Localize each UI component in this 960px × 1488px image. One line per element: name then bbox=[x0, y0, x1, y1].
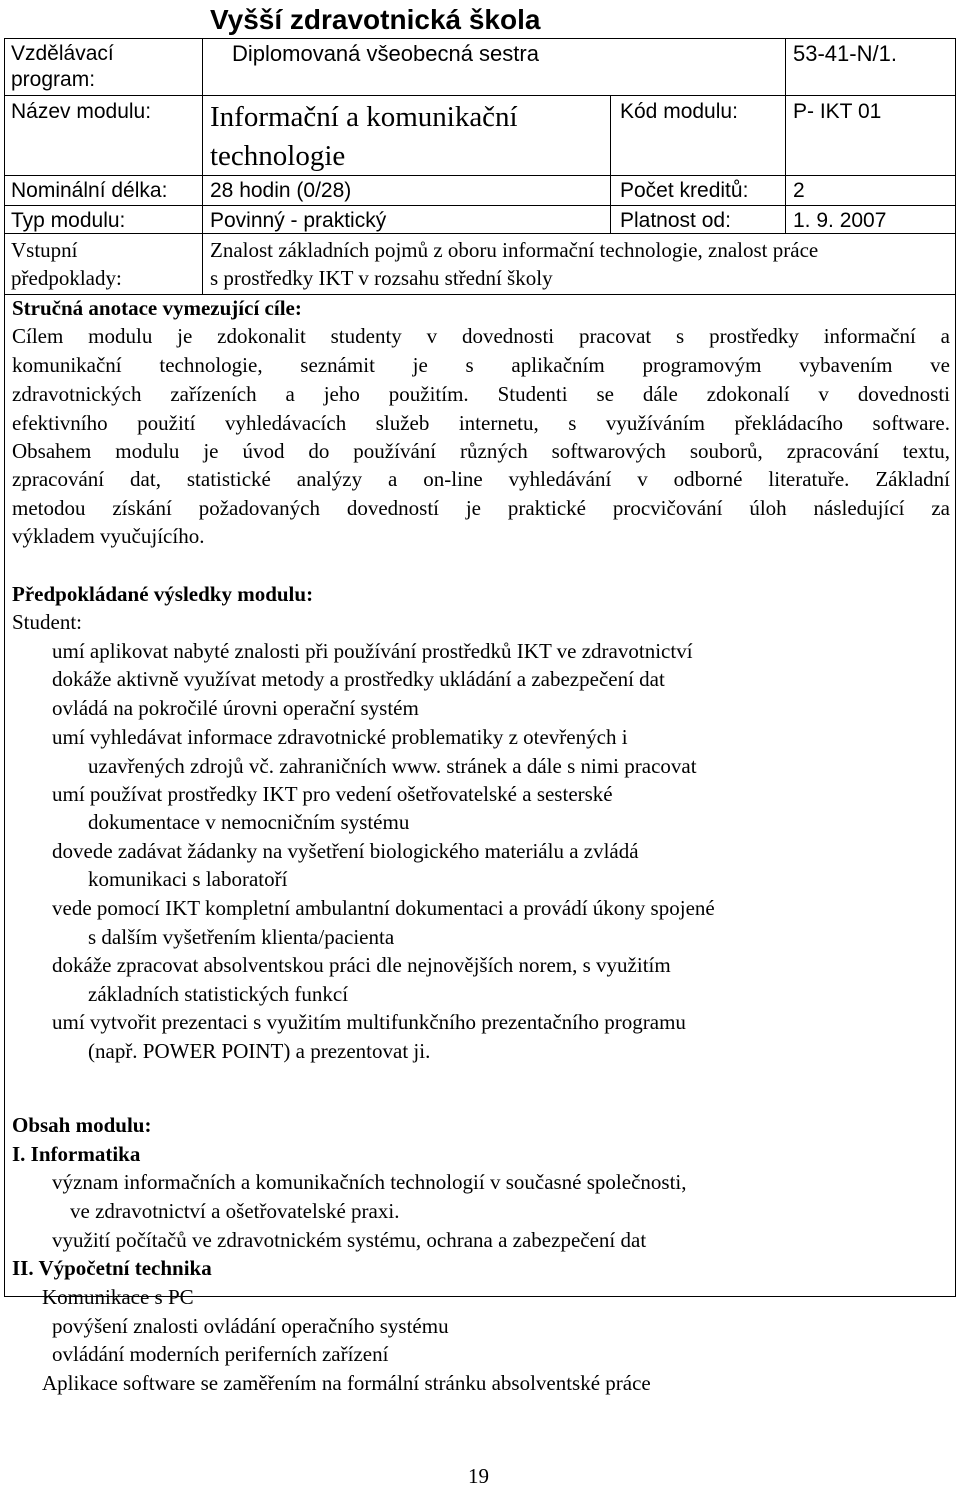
outcome-item: umí vyhledávat informace zdravotnické problematiky z otevřených i bbox=[52, 725, 628, 749]
annotation-line: zpracování dat, statistické analýzy a on-line vyhledávání v odborné literatuře. Základní bbox=[12, 467, 950, 491]
table-border-right bbox=[955, 38, 956, 1296]
table-border-top bbox=[4, 38, 956, 39]
row-divider bbox=[4, 294, 956, 295]
col-divider bbox=[785, 38, 786, 95]
content-item-cont: ve zdravotnictví a ošetřovatelské praxi. bbox=[70, 1199, 400, 1223]
outcome-item: ovládá na pokročilé úrovni operační systém bbox=[52, 696, 419, 720]
col-divider bbox=[610, 95, 611, 234]
program-label-cont: program: bbox=[11, 68, 96, 91]
page-number: 19 bbox=[468, 1464, 489, 1488]
content-item: využití počítačů ve zdravotnickém systému, ochrana a zabezpečení dat bbox=[52, 1228, 647, 1252]
annotation-line: Cílem modulu je zdokonalit studenty v dovednosti pracovat s prostředky informační a bbox=[12, 324, 950, 348]
outcome-item: dovede zadávat žádanky na vyšetření biologického materiálu a zvládá bbox=[52, 839, 639, 863]
outcome-item-cont: (např. POWER POINT) a prezentovat ji. bbox=[88, 1039, 431, 1063]
table-border-left bbox=[4, 38, 5, 1296]
valid-label: Platnost od: bbox=[620, 209, 731, 232]
content-subheading: Aplikace software se zaměřením na formální stránku absolventské práce bbox=[42, 1371, 651, 1395]
section-vypocetni-technika: II. Výpočetní technika bbox=[12, 1256, 212, 1280]
prereq-label: Vstupní bbox=[11, 238, 78, 262]
annotation-line: výkladem vyučujícího. bbox=[12, 524, 205, 548]
outcome-item: umí používat prostředky IKT pro vedení ošetřovatelské a sesterské bbox=[52, 782, 613, 806]
outcome-item-cont: s dalším vyšetřením klienta/pacienta bbox=[88, 925, 395, 949]
type-value: Povinný - praktický bbox=[210, 209, 387, 232]
outcome-item: umí aplikovat nabyté znalosti při používání prostředků IKT ve zdravotnictví bbox=[52, 639, 693, 663]
annotation-line: efektivního použití vyhledávacích služeb internetu, s využíváním překládacího software. bbox=[12, 411, 950, 435]
outcome-item-cont: základních statistických funkcí bbox=[88, 982, 349, 1006]
module-name: Informační a komunikační bbox=[210, 101, 518, 133]
nominal-value: 28 hodin (0/28) bbox=[210, 179, 352, 202]
section-informatika: I. Informatika bbox=[12, 1142, 141, 1166]
row-divider bbox=[4, 95, 956, 96]
module-code: P- IKT 01 bbox=[793, 100, 882, 123]
annotation-line: metodou získání požadovaných dovedností je praktické procvičování úloh následující za bbox=[12, 496, 950, 520]
module-name-cont: technologie bbox=[210, 140, 346, 172]
outcome-item-cont: komunikaci s laboratoří bbox=[88, 867, 288, 891]
program-code: 53-41-N/1. bbox=[793, 41, 897, 66]
module-code-label: Kód modulu: bbox=[620, 100, 738, 123]
row-divider bbox=[4, 175, 956, 176]
col-divider bbox=[202, 38, 203, 294]
type-label: Typ modulu: bbox=[11, 209, 126, 232]
prereq-label-cont: předpoklady: bbox=[11, 266, 122, 290]
annotation-heading: Stručná anotace vymezující cíle: bbox=[12, 296, 302, 320]
row-divider bbox=[4, 205, 956, 206]
prereq-text: Znalost základních pojmů z oboru informační technologie, znalost práce bbox=[210, 238, 819, 262]
content-item: význam informačních a komunikačních technologií v současné společnosti, bbox=[52, 1170, 687, 1194]
content-subheading: Komunikace s PC bbox=[42, 1285, 194, 1309]
outcome-item-cont: uzavřených zdrojů vč. zahraničních www. stránek a dále s nimi pracovat bbox=[88, 754, 697, 778]
content-item: ovládání moderních periferních zařízení bbox=[52, 1342, 389, 1366]
school-title: Vyšší zdravotnická škola bbox=[210, 4, 541, 35]
row-divider bbox=[4, 233, 956, 234]
credits-value: 2 bbox=[793, 179, 805, 202]
content-heading: Obsah modulu: bbox=[12, 1113, 152, 1137]
module-name-label: Název modulu: bbox=[11, 100, 152, 123]
outcome-item: umí vytvořit prezentaci s využitím multifunkčního prezentačního programu bbox=[52, 1010, 686, 1034]
outcome-item: vede pomocí IKT kompletní ambulantní dokumentaci a provádí úkony spojené bbox=[52, 896, 715, 920]
credits-label: Počet kreditů: bbox=[620, 179, 749, 202]
nominal-label: Nominální délka: bbox=[11, 179, 168, 202]
col-divider bbox=[785, 95, 786, 234]
prereq-text-cont: s prostředky IKT v rozsahu střední školy bbox=[210, 266, 553, 290]
outcomes-heading: Předpokládané výsledky modulu: bbox=[12, 582, 314, 606]
annotation-line: Obsahem modulu je úvod do používání různých softwarových souborů, zpracování textu, bbox=[12, 439, 950, 463]
outcome-item: dokáže zpracovat absolventskou práci dle nejnovějších norem, s využitím bbox=[52, 953, 671, 977]
annotation-line: zdravotnických zařízeních a jeho použitím. Studenti se dále zdokonalí v dovednosti bbox=[12, 382, 950, 406]
program-label: Vzdělávací bbox=[11, 42, 114, 65]
outcome-item-cont: dokumentace v nemocničním systému bbox=[88, 810, 410, 834]
outcomes-student: Student: bbox=[12, 610, 83, 634]
outcome-item: dokáže aktivně využívat metody a prostředky ukládání a zabezpečení dat bbox=[52, 667, 665, 691]
annotation-line: komunikační technologie, seznámit je s aplikačním programovým vybavením ve bbox=[12, 353, 950, 377]
valid-value: 1. 9. 2007 bbox=[793, 209, 887, 232]
content-item: povýšení znalosti ovládání operačního systému bbox=[52, 1314, 449, 1338]
program-value: Diplomovaná všeobecná sestra bbox=[232, 41, 539, 66]
